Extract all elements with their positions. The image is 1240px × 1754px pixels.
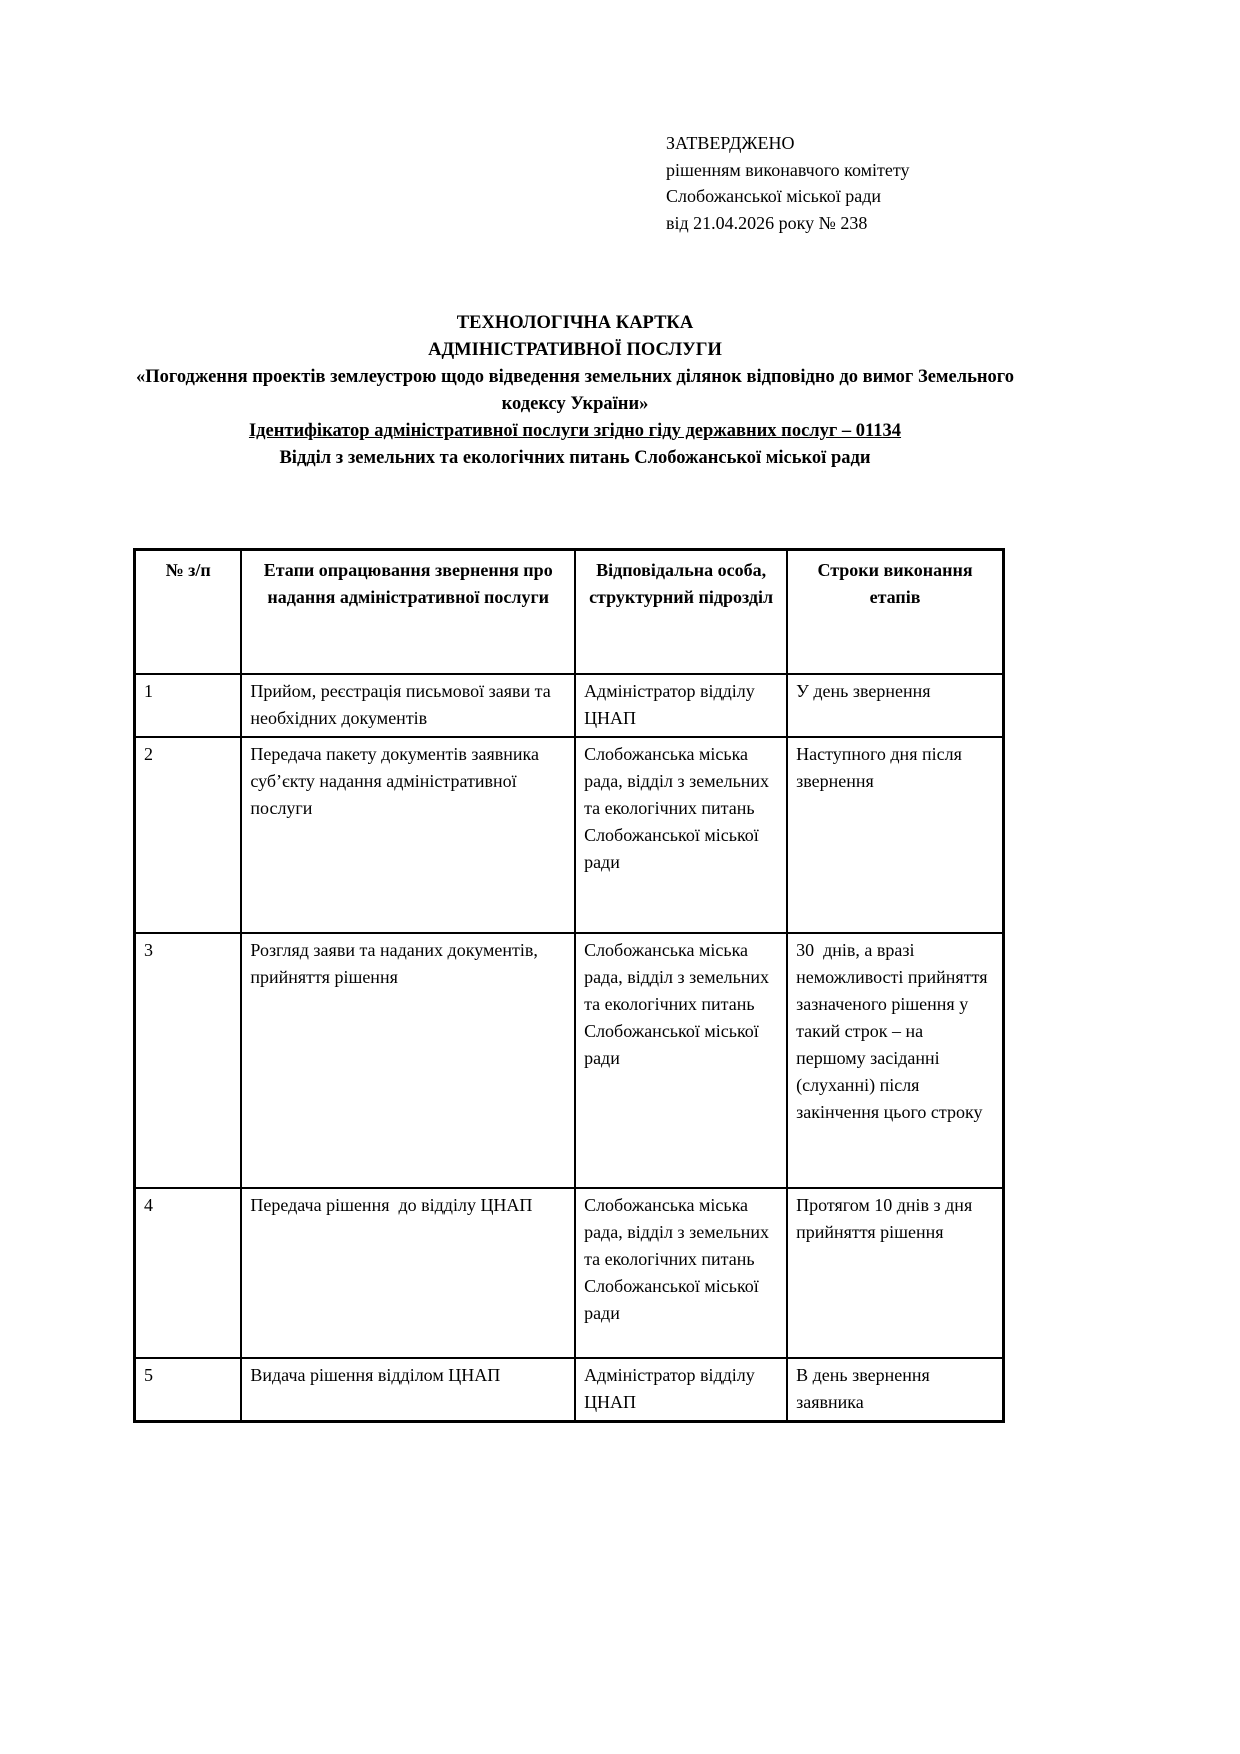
cell-term: В день звернення заявника — [787, 1358, 1003, 1422]
header-responsible: Відповідальна особа, структурний підрозділ — [575, 550, 787, 674]
approval-line-date-number: від 21.04.2026 року № 238 — [666, 212, 868, 233]
table-row — [135, 1358, 1004, 1422]
cell-number: 2 — [135, 737, 242, 933]
cell-stage: Прийом, реєстрація письмової заяви та необхідних документів — [241, 674, 575, 737]
cell-stage: Передача рішення до відділу ЦНАП — [241, 1188, 575, 1358]
cell-number: 4 — [135, 1188, 242, 1358]
cell-responsible: Слобожанська міська рада, відділ з земельних та екологічних питань Слобожанської міської ради — [575, 1188, 787, 1358]
cell-responsible: Слобожанська міська рада, відділ з земельних та екологічних питань Слобожанської міської ради — [575, 933, 787, 1188]
cell-responsible: Слобожанська міська рада, відділ з земельних та екологічних питань Слобожанської міської ради — [575, 737, 787, 933]
approval-block — [666, 130, 910, 236]
table-row — [135, 933, 1004, 1188]
service-stages-table — [133, 548, 1005, 1423]
cell-term: Наступного дня після звернення — [787, 737, 1003, 933]
cell-responsible: Адміністратор відділу ЦНАП — [575, 674, 787, 737]
header-terms: Строки виконання етапів — [787, 550, 1003, 674]
document-title-line-1: ТЕХНОЛОГІЧНА КАРТКА — [456, 313, 694, 333]
table-row — [135, 737, 1004, 933]
table-row — [135, 1188, 1004, 1358]
cell-term: У день звернення — [787, 674, 1003, 737]
approval-line-approved: ЗАТВЕРДЖЕНО — [666, 133, 795, 153]
service-identifier: Ідентифікатор адміністративної послуги згідно гіду державних послуг – 01134 — [248, 421, 902, 441]
department-name: Відділ з земельних та екологічних питань Слобожанської міської ради — [279, 448, 871, 468]
cell-number: 5 — [135, 1358, 242, 1422]
cell-term: 30 днів, а вразі неможливості прийняття зазначеного рішення у такий строк – на першому засіданні (слуханні) після закінчення цього строку — [787, 933, 1003, 1188]
cell-number: 1 — [135, 674, 242, 737]
cell-stage: Розгляд заяви та наданих документів, прийняття рішення — [241, 933, 575, 1188]
cell-number: 3 — [135, 933, 242, 1188]
approval-line-decision: рішенням виконавчого комітету — [666, 159, 910, 180]
table-header-row — [135, 550, 1004, 674]
cell-term: Протягом 10 днів з дня прийняття рішення — [787, 1188, 1003, 1358]
title-block — [133, 310, 1017, 472]
table-row — [135, 674, 1004, 737]
approval-line-council: Слобожанської міської ради — [666, 186, 881, 206]
cell-stage: Передача пакету документів заявника суб’єкту надання адміністративної послуги — [241, 737, 575, 933]
header-number: № з/п — [135, 550, 242, 674]
service-subtitle: «Погодження проектів землеустрою щодо відведення земельних ділянок відповідно до вимог Земельного кодексу України» — [136, 367, 1014, 414]
cell-responsible: Адміністратор відділу ЦНАП — [575, 1358, 787, 1422]
cell-stage: Видача рішення відділом ЦНАП — [241, 1358, 575, 1422]
header-stages: Етапи опрацювання звернення про надання адміністративної послуги — [241, 550, 575, 674]
document-title-line-2: АДМІНІСТРАТИВНОЇ ПОСЛУГИ — [428, 340, 722, 360]
